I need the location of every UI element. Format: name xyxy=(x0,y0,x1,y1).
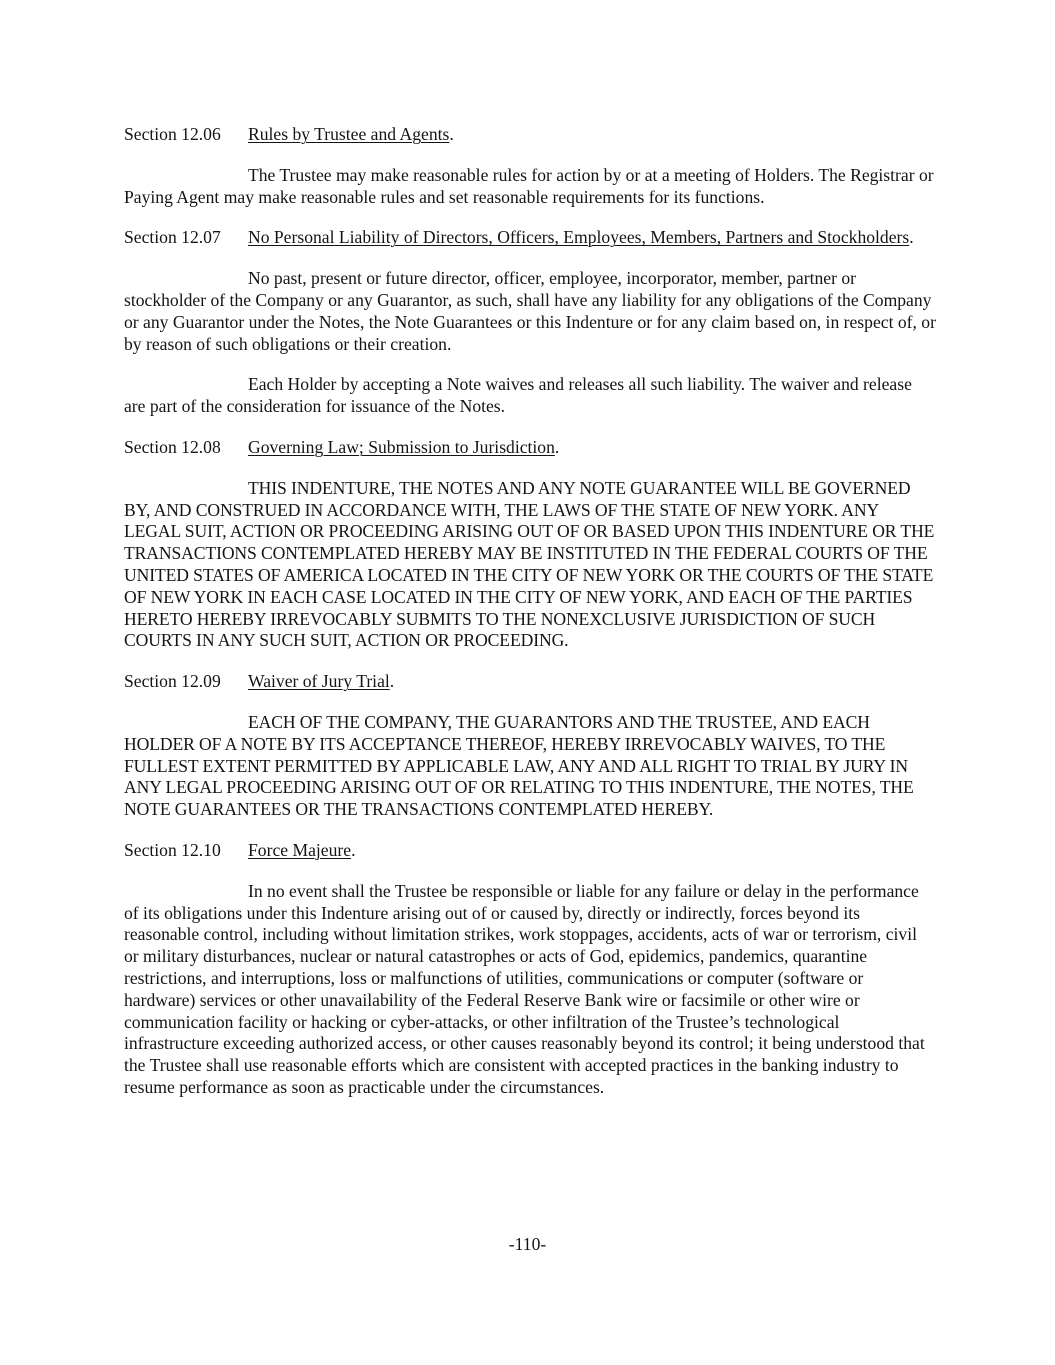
document-page xyxy=(124,124,936,1118)
section-title-wrapper: Waiver of Jury Trial. xyxy=(248,671,395,692)
section-title: Governing Law; Submission to Jurisdiction xyxy=(248,436,555,457)
section-heading-12-08 xyxy=(124,437,936,459)
section-title: Rules by Trustee and Agents xyxy=(248,124,450,144)
section-number: Section 12.06 xyxy=(124,124,221,144)
section-title-wrapper: Force Majeure. xyxy=(248,839,356,860)
section-title-wrapper: Rules by Trustee and Agents. xyxy=(248,124,454,144)
section-paragraph: THIS INDENTURE, THE NOTES AND ANY NOTE GUARANTEE WILL BE GOVERNED BY, AND CONSTRUED IN ACCORDANCE WITH, THE LAWS OF THE STATE OF NEW YORK. ANY LEGAL SUIT, ACTION OR PROCEEDING ARISING OUT OF OR BASED UPON THIS INDENTURE OR THE TRANSACTIONS CONTEMPLATED HEREBY MAY BE INSTITUTED IN THE FEDERAL COURTS OF THE UNITED STATES OF AMERICA LOCATED IN THE CITY OF NEW YORK OR THE COURTS OF THE STATE OF NEW YORK IN EACH CASE LOCATED IN THE CITY OF NEW YORK, AND EACH OF THE PARTIES HERETO HEREBY IRREVOCABLY SUBMITS TO THE NONEXCLUSIVE JURISDICTION OF SUCH COURTS IN ANY SUCH SUIT, ACTION OR PROCEEDING. xyxy=(124,477,935,651)
section-title-wrapper: No Personal Liability of Directors, Officers, Employees, Members, Partners and Stockholders. xyxy=(248,227,914,248)
section-heading-12-10 xyxy=(124,840,936,862)
section-paragraph: EACH OF THE COMPANY, THE GUARANTORS AND THE TRUSTEE, AND EACH HOLDER OF A NOTE BY ITS ACCEPTANCE THEREOF, HEREBY IRREVOCABLY WAIVES, TO THE FULLEST EXTENT PERMITTED BY APPLICABLE LAW, ANY AND ALL RIGHT TO TRIAL BY JURY IN ANY LEGAL PROCEEDING ARISING OUT OF OR RELATING TO THIS INDENTURE, THE NOTES, THE NOTE GUARANTEES OR THE TRANSACTIONS CONTEMPLATED HEREBY. xyxy=(124,711,914,820)
section-number: Section 12.09 xyxy=(124,671,221,692)
section-number: Section 12.07 xyxy=(124,227,221,248)
page-number: -110- xyxy=(508,1234,547,1254)
section-paragraph: The Trustee may make reasonable rules for action by or at a meeting of Holders. The Registrar or Paying Agent may make reasonable rules and set reasonable requirements for its functions. xyxy=(124,164,934,207)
section-title: Force Majeure xyxy=(248,839,352,860)
section-heading-12-09 xyxy=(124,671,936,693)
section-paragraph: In no event shall the Trustee be responsible or liable for any failure or delay in the performance of its obligations under this Indenture arising out of or caused by, directly or indirectly, forces beyond its reasonable control, including without limitation strikes, work stoppages, accidents, acts of war or terrorism, civil or military disturbances, nuclear or natural catastrophes or acts of God, epidemics, pandemics, quarantine restrictions, and interruptions, loss or malfunctions of utilities, communications or computer (software or hardware) services or other unavailability of the Federal Reserve Bank wire or facsimile or other wire or communication facility or hacking or cyber-attacks, or other infiltration of the Trustee’s technological infrastructure exceeding authorized access, or other causes reasonably beyond its control; it being understood that the Trustee shall use reasonable efforts which are consistent with accepted practices in the banking industry to resume performance as soon as practicable under the circumstances. xyxy=(124,880,925,1097)
section-paragraph: No past, present or future director, officer, employee, incorporator, member, partner or stockholder of the Company or any Guarantor, as such, shall have any liability for any obligations of the Company or any Guarantor under the Notes, the Note Guarantees or this Indenture or for any claim based on, in respect of, or by reason of such obligations or their creation. xyxy=(124,268,936,354)
section-number: Section 12.10 xyxy=(124,839,221,860)
section-number: Section 12.08 xyxy=(124,436,221,457)
section-title: Waiver of Jury Trial xyxy=(248,671,390,692)
section-heading-12-07 xyxy=(124,227,936,249)
section-heading-12-06 xyxy=(124,124,936,146)
section-title-wrapper: Governing Law; Submission to Jurisdiction. xyxy=(248,436,560,457)
section-paragraph: Each Holder by accepting a Note waives and releases all such liability. The waiver and release are part of the consideration for issuance of the Notes. xyxy=(124,374,912,417)
section-title: No Personal Liability of Directors, Officers, Employees, Members, Partners and Stockholders xyxy=(248,227,910,248)
